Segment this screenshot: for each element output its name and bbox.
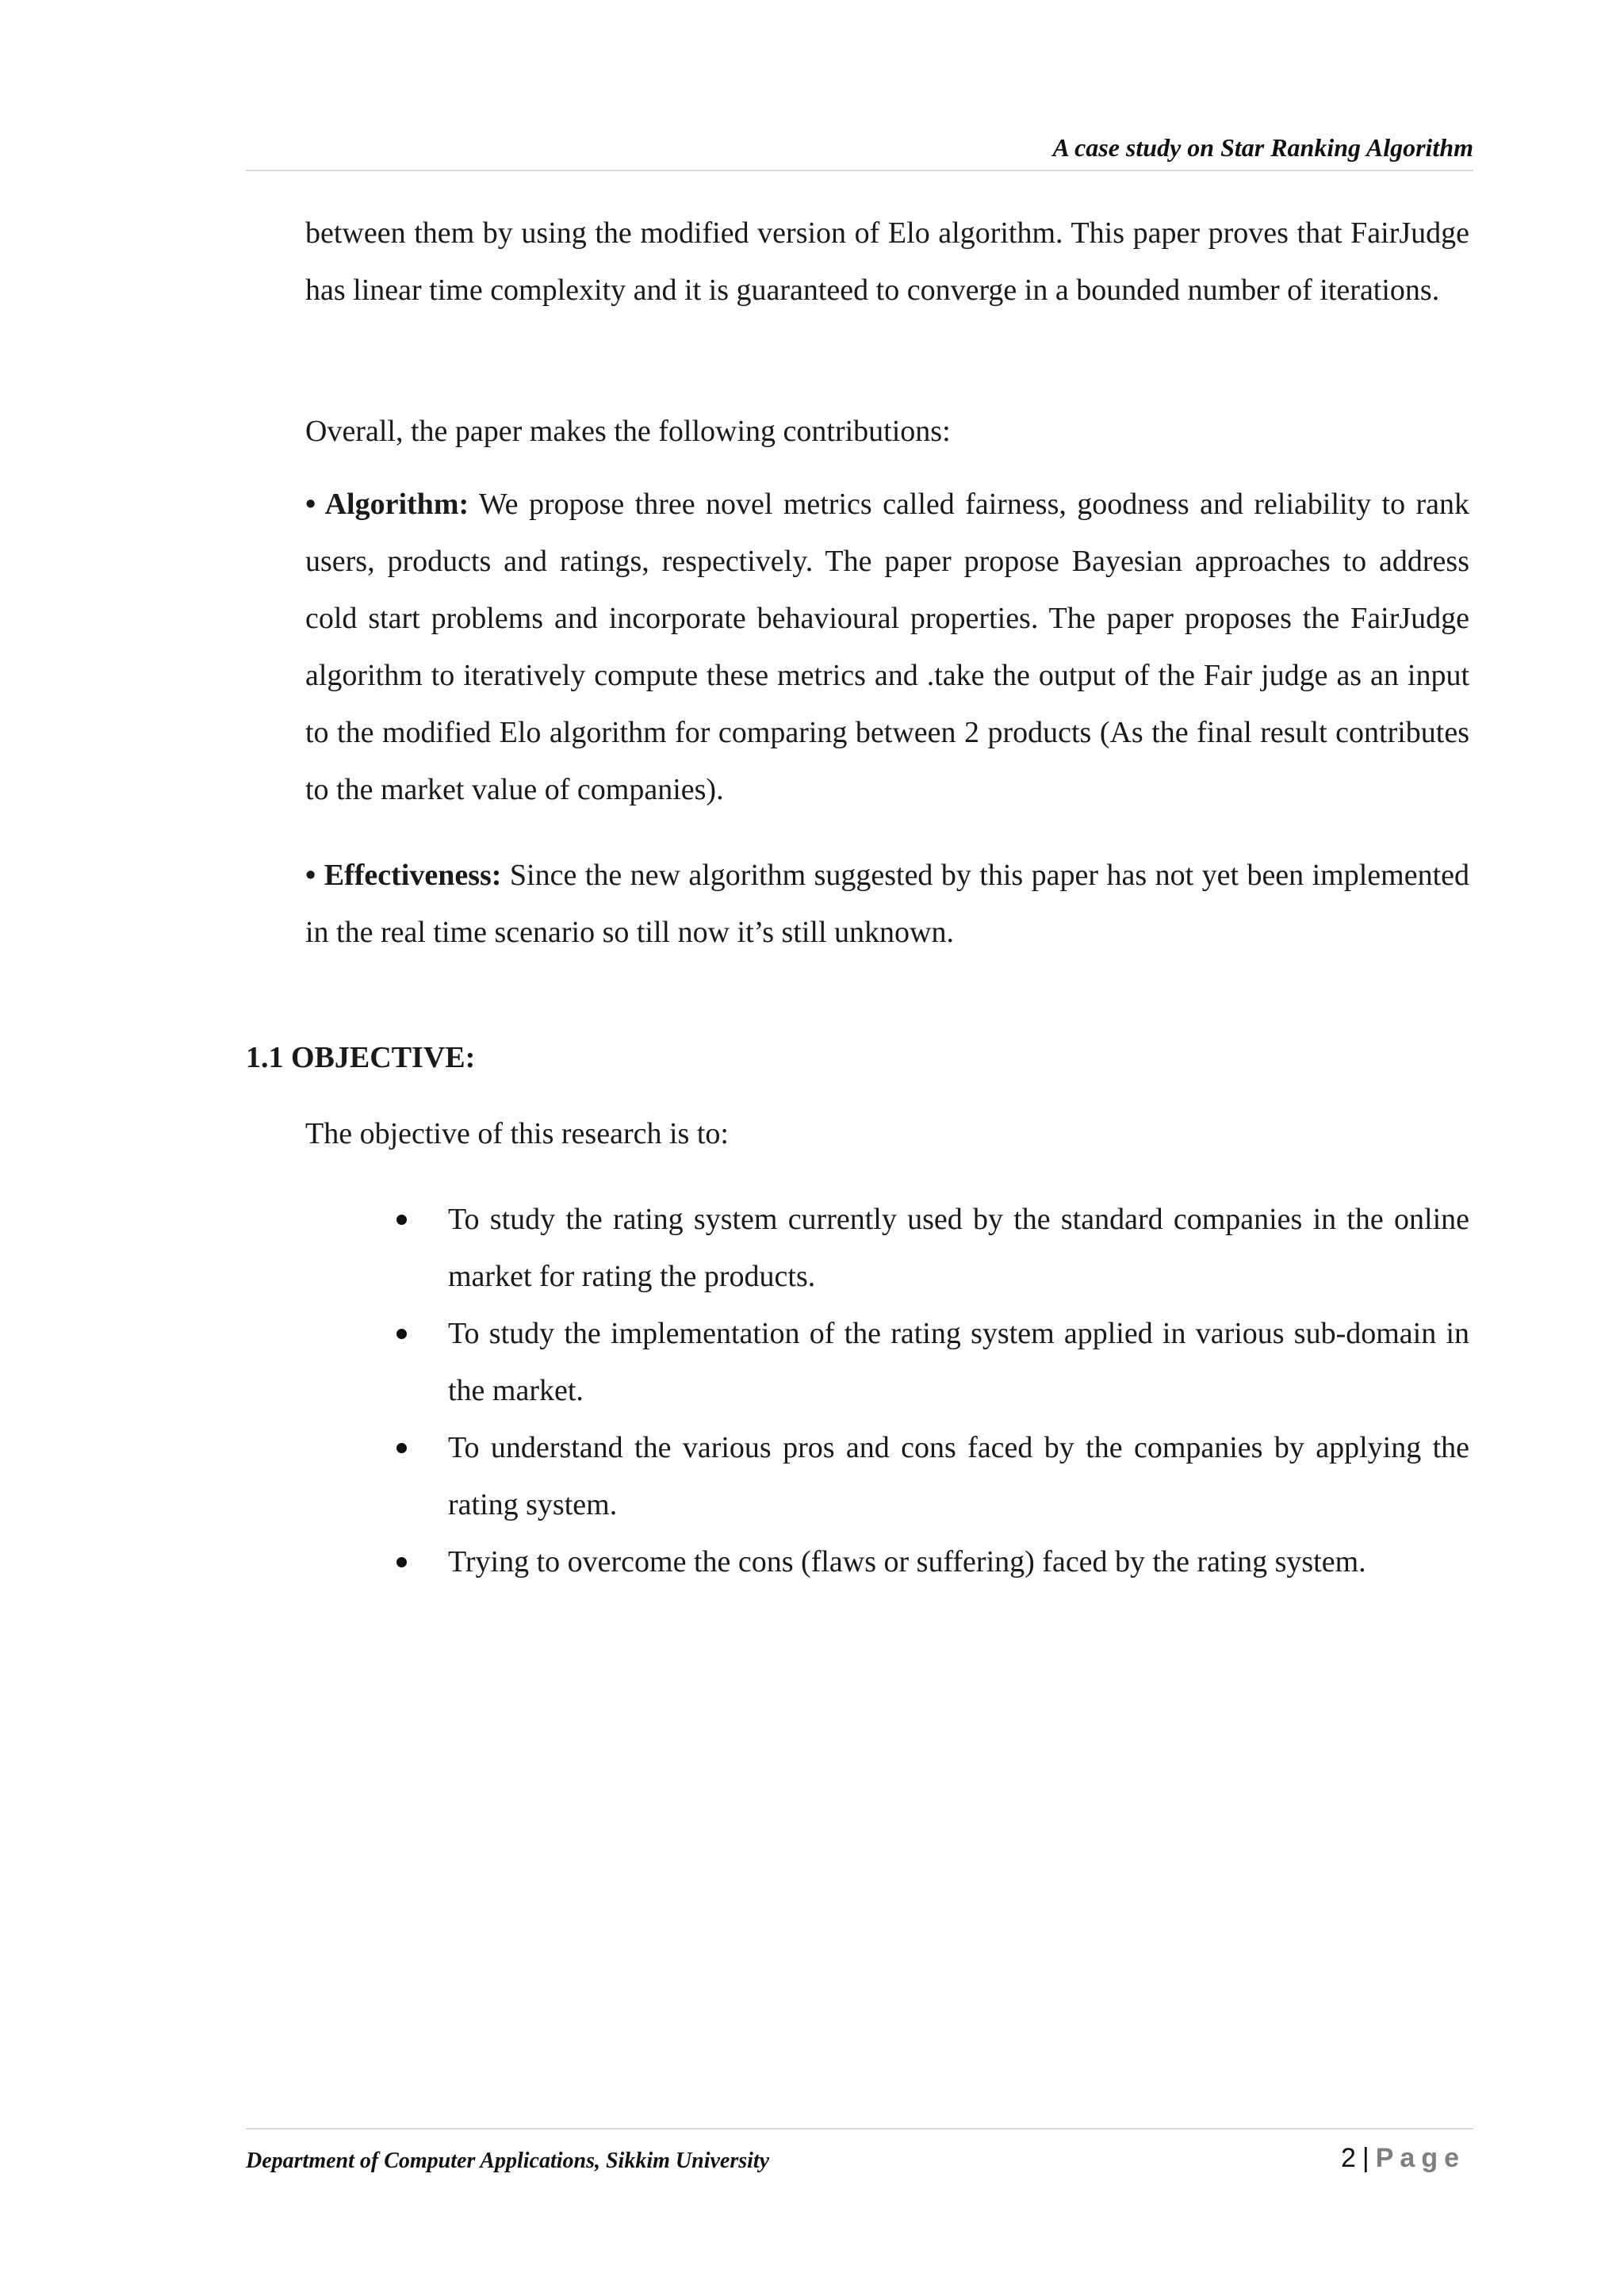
page-footer [246,2128,1473,2177]
page-header [246,132,1473,171]
bullet-icon [396,1557,407,1567]
list-item [396,1419,1469,1533]
page-word: Page [1375,2143,1465,2173]
section-heading: 1.1 OBJECTIVE: [246,1041,476,1074]
page-number-value: 2 [1340,2143,1356,2173]
algorithm-text: We propose three novel metrics called fairness, goodness and reliability to rank users, products and ratings, respectively. The paper propose Bayesian approaches to address cold start problems and incorporate behavioural properties. The paper proposes the FairJudge algorithm to iteratively compute these metrics and .take the output of the Fair judge as an input to the modified Elo algorithm for comparing between 2 products (As the final result contributes to the market value of companies). [305,488,1469,806]
effectiveness-label: • Effectiveness: [305,859,502,892]
paragraph-continuation: between them by using the modified version of Elo algorithm. This paper proves that FairJudge has linear time complexity and it is guaranteed to converge in a bounded number of iterations. [305,216,1469,307]
algorithm-label: • Algorithm: [305,488,469,521]
list-item-text: To study the implementation of the rating system applied in various sub-domain in the market. [448,1317,1469,1407]
bullet-icon [396,1215,407,1225]
running-title: A case study on Star Ranking Algorithm [1052,133,1473,162]
list-item [396,1533,1469,1590]
bullet-icon [396,1329,407,1339]
bullet-icon [396,1443,407,1453]
page-number [1341,2141,1465,2175]
objectives-list [396,1191,1469,1590]
paragraph-contributions-intro: Overall, the paper makes the following contributions: [305,415,951,448]
objective-intro: The objective of this research is to: [305,1117,729,1150]
footer-department: Department of Computer Applications, Sikkim University [246,2149,770,2173]
list-item [396,1305,1469,1419]
list-item [396,1191,1469,1305]
list-item-text: To study the rating system currently used by the standard companies in the online market for rating the products. [448,1203,1469,1293]
paragraph-effectiveness [305,847,1469,961]
list-item-text: To understand the various pros and cons faced by the companies by applying the rating system. [448,1431,1469,1521]
list-item-text: Trying to overcome the cons (flaws or suffering) faced by the rating system. [448,1545,1366,1578]
effectiveness-text: Since the new algorithm suggested by this paper has not yet been implemented in the real time scenario so till now it’s still unknown. [305,859,1470,949]
page-separator: | [1362,2143,1369,2173]
paragraph-algorithm [305,476,1469,818]
